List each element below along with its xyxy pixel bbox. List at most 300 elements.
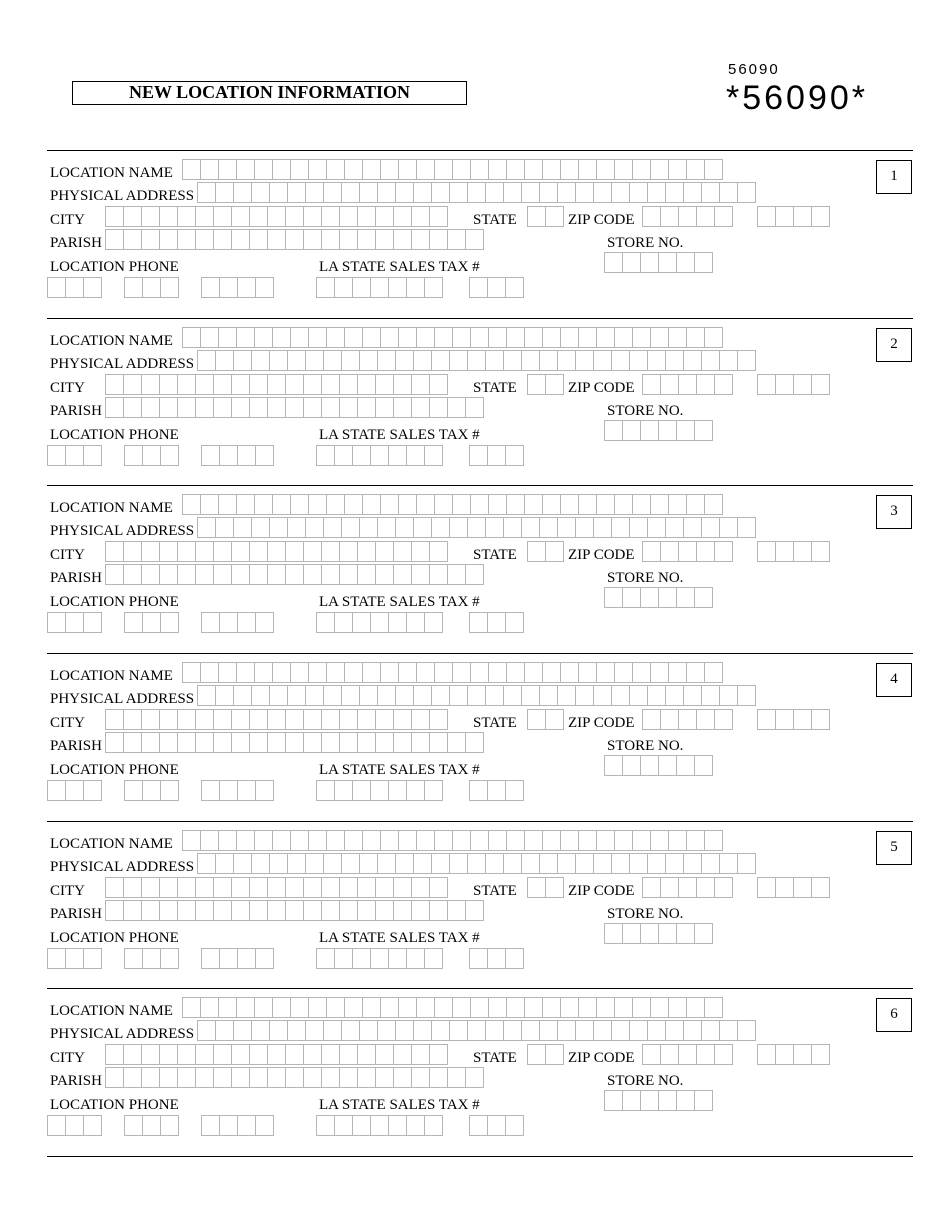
char-box[interactable] [596, 159, 615, 180]
char-box[interactable] [411, 397, 430, 418]
char-box[interactable] [539, 853, 558, 874]
char-box[interactable] [105, 564, 124, 585]
char-box[interactable] [429, 900, 448, 921]
char-box[interactable] [352, 780, 371, 801]
char-box[interactable] [737, 350, 756, 371]
char-box[interactable] [218, 662, 237, 683]
char-box[interactable] [255, 445, 274, 466]
char-box[interactable] [287, 685, 306, 706]
char-box[interactable] [195, 397, 214, 418]
char-box[interactable] [341, 350, 360, 371]
char-box[interactable] [757, 877, 776, 898]
char-box[interactable] [611, 350, 630, 371]
char-box[interactable] [811, 206, 830, 227]
char-box[interactable] [614, 997, 633, 1018]
char-box[interactable] [200, 159, 219, 180]
char-box[interactable] [452, 997, 471, 1018]
char-box[interactable] [503, 853, 522, 874]
char-box[interactable] [678, 206, 697, 227]
char-box[interactable] [614, 662, 633, 683]
char-box[interactable] [696, 541, 715, 562]
char-box[interactable] [323, 1020, 342, 1041]
char-box[interactable] [272, 159, 291, 180]
char-box[interactable] [424, 445, 443, 466]
char-box[interactable] [47, 277, 66, 298]
char-box[interactable] [124, 277, 143, 298]
char-box[interactable] [686, 662, 705, 683]
char-box[interactable] [503, 517, 522, 538]
char-box[interactable] [160, 277, 179, 298]
char-box[interactable] [160, 948, 179, 969]
char-box[interactable] [632, 159, 651, 180]
char-box[interactable] [469, 277, 488, 298]
char-box[interactable] [123, 374, 142, 395]
char-box[interactable] [375, 709, 394, 730]
char-box[interactable] [215, 517, 234, 538]
char-box[interactable] [793, 206, 812, 227]
char-box[interactable] [251, 517, 270, 538]
char-box[interactable] [424, 277, 443, 298]
char-box[interactable] [255, 948, 274, 969]
char-box[interactable] [452, 494, 471, 515]
char-box[interactable] [267, 1067, 286, 1088]
char-box[interactable] [326, 327, 345, 348]
char-box[interactable] [323, 685, 342, 706]
char-box[interactable] [629, 1020, 648, 1041]
char-box[interactable] [811, 709, 830, 730]
char-box[interactable] [323, 853, 342, 874]
char-box[interactable] [159, 229, 178, 250]
char-box[interactable] [449, 182, 468, 203]
char-box[interactable] [237, 445, 256, 466]
char-box[interactable] [65, 445, 84, 466]
char-box[interactable] [596, 997, 615, 1018]
char-box[interactable] [377, 182, 396, 203]
char-box[interactable] [249, 900, 268, 921]
char-box[interactable] [737, 182, 756, 203]
char-box[interactable] [197, 685, 216, 706]
char-box[interactable] [272, 327, 291, 348]
char-box[interactable] [249, 374, 268, 395]
char-box[interactable] [658, 755, 677, 776]
char-box[interactable] [658, 1090, 677, 1111]
char-box[interactable] [160, 445, 179, 466]
char-box[interactable] [47, 445, 66, 466]
char-box[interactable] [357, 877, 376, 898]
char-box[interactable] [359, 182, 378, 203]
char-box[interactable] [701, 182, 720, 203]
char-box[interactable] [233, 350, 252, 371]
char-box[interactable] [434, 159, 453, 180]
char-box[interactable] [141, 374, 160, 395]
char-box[interactable] [290, 494, 309, 515]
char-box[interactable] [424, 1115, 443, 1136]
char-box[interactable] [413, 853, 432, 874]
char-box[interactable] [793, 877, 812, 898]
char-box[interactable] [141, 877, 160, 898]
char-box[interactable] [660, 877, 679, 898]
char-box[interactable] [406, 1115, 425, 1136]
char-box[interactable] [308, 159, 327, 180]
char-box[interactable] [236, 830, 255, 851]
char-box[interactable] [593, 182, 612, 203]
char-box[interactable] [195, 732, 214, 753]
char-box[interactable] [218, 494, 237, 515]
char-box[interactable] [290, 662, 309, 683]
char-box[interactable] [704, 662, 723, 683]
char-box[interactable] [660, 374, 679, 395]
char-box[interactable] [485, 685, 504, 706]
char-box[interactable] [316, 277, 335, 298]
char-box[interactable] [424, 780, 443, 801]
char-box[interactable] [757, 374, 776, 395]
char-box[interactable] [177, 709, 196, 730]
char-box[interactable] [357, 900, 376, 921]
char-box[interactable] [251, 350, 270, 371]
char-box[interactable] [527, 374, 546, 395]
char-box[interactable] [321, 229, 340, 250]
char-box[interactable] [527, 877, 546, 898]
char-box[interactable] [424, 948, 443, 969]
char-box[interactable] [485, 350, 504, 371]
char-box[interactable] [352, 948, 371, 969]
char-box[interactable] [377, 517, 396, 538]
char-box[interactable] [527, 1044, 546, 1065]
char-box[interactable] [83, 445, 102, 466]
char-box[interactable] [668, 327, 687, 348]
char-box[interactable] [339, 374, 358, 395]
char-box[interactable] [642, 206, 661, 227]
char-box[interactable] [105, 206, 124, 227]
char-box[interactable] [658, 587, 677, 608]
char-box[interactable] [285, 709, 304, 730]
char-box[interactable] [611, 517, 630, 538]
char-box[interactable] [393, 564, 412, 585]
char-box[interactable] [632, 327, 651, 348]
char-box[interactable] [434, 494, 453, 515]
char-box[interactable] [642, 541, 661, 562]
char-box[interactable] [542, 159, 561, 180]
char-box[interactable] [434, 327, 453, 348]
char-box[interactable] [123, 229, 142, 250]
char-box[interactable] [694, 252, 713, 273]
char-box[interactable] [393, 1044, 412, 1065]
char-box[interactable] [287, 182, 306, 203]
char-box[interactable] [375, 374, 394, 395]
char-box[interactable] [200, 997, 219, 1018]
char-box[interactable] [303, 564, 322, 585]
char-box[interactable] [236, 662, 255, 683]
char-box[interactable] [487, 277, 506, 298]
char-box[interactable] [524, 830, 543, 851]
char-box[interactable] [505, 1115, 524, 1136]
char-box[interactable] [201, 612, 220, 633]
char-box[interactable] [793, 1044, 812, 1065]
char-box[interactable] [65, 612, 84, 633]
char-box[interactable] [467, 853, 486, 874]
char-box[interactable] [357, 541, 376, 562]
char-box[interactable] [539, 685, 558, 706]
char-box[interactable] [267, 374, 286, 395]
char-box[interactable] [357, 1044, 376, 1065]
char-box[interactable] [719, 853, 738, 874]
char-box[interactable] [141, 1067, 160, 1088]
char-box[interactable] [231, 229, 250, 250]
char-box[interactable] [339, 397, 358, 418]
char-box[interactable] [488, 327, 507, 348]
char-box[interactable] [683, 517, 702, 538]
char-box[interactable] [467, 350, 486, 371]
char-box[interactable] [431, 350, 450, 371]
char-box[interactable] [604, 420, 623, 441]
char-box[interactable] [213, 397, 232, 418]
char-box[interactable] [233, 182, 252, 203]
char-box[interactable] [593, 1020, 612, 1041]
char-box[interactable] [177, 1044, 196, 1065]
char-box[interactable] [285, 374, 304, 395]
char-box[interactable] [142, 445, 161, 466]
char-box[interactable] [393, 374, 412, 395]
char-box[interactable] [123, 564, 142, 585]
char-box[interactable] [395, 1020, 414, 1041]
char-box[interactable] [647, 517, 666, 538]
char-box[interactable] [557, 350, 576, 371]
char-box[interactable] [344, 662, 363, 683]
char-box[interactable] [545, 206, 564, 227]
char-box[interactable] [201, 277, 220, 298]
char-box[interactable] [811, 877, 830, 898]
char-box[interactable] [177, 397, 196, 418]
char-box[interactable] [323, 350, 342, 371]
char-box[interactable] [285, 397, 304, 418]
char-box[interactable] [431, 517, 450, 538]
char-box[interactable] [714, 374, 733, 395]
char-box[interactable] [449, 685, 468, 706]
char-box[interactable] [411, 877, 430, 898]
char-box[interactable] [737, 1020, 756, 1041]
char-box[interactable] [219, 445, 238, 466]
char-box[interactable] [377, 685, 396, 706]
char-box[interactable] [683, 182, 702, 203]
char-box[interactable] [560, 494, 579, 515]
char-box[interactable] [665, 1020, 684, 1041]
char-box[interactable] [505, 445, 524, 466]
char-box[interactable] [393, 709, 412, 730]
char-box[interactable] [359, 1020, 378, 1041]
char-box[interactable] [321, 1067, 340, 1088]
char-box[interactable] [177, 229, 196, 250]
char-box[interactable] [575, 685, 594, 706]
char-box[interactable] [362, 327, 381, 348]
char-box[interactable] [213, 1067, 232, 1088]
char-box[interactable] [696, 709, 715, 730]
char-box[interactable] [182, 494, 201, 515]
char-box[interactable] [233, 1020, 252, 1041]
char-box[interactable] [775, 374, 794, 395]
char-box[interactable] [395, 350, 414, 371]
char-box[interactable] [578, 494, 597, 515]
char-box[interactable] [195, 229, 214, 250]
char-box[interactable] [683, 1020, 702, 1041]
char-box[interactable] [159, 564, 178, 585]
char-box[interactable] [236, 159, 255, 180]
char-box[interactable] [326, 997, 345, 1018]
char-box[interactable] [269, 685, 288, 706]
char-box[interactable] [539, 350, 558, 371]
char-box[interactable] [326, 159, 345, 180]
char-box[interactable] [303, 1067, 322, 1088]
char-box[interactable] [521, 685, 540, 706]
char-box[interactable] [398, 327, 417, 348]
char-box[interactable] [542, 997, 561, 1018]
char-box[interactable] [447, 229, 466, 250]
char-box[interactable] [686, 997, 705, 1018]
char-box[interactable] [141, 709, 160, 730]
char-box[interactable] [339, 206, 358, 227]
char-box[interactable] [195, 206, 214, 227]
char-box[interactable] [357, 1067, 376, 1088]
char-box[interactable] [521, 853, 540, 874]
char-box[interactable] [467, 685, 486, 706]
char-box[interactable] [629, 182, 648, 203]
char-box[interactable] [160, 612, 179, 633]
char-box[interactable] [593, 517, 612, 538]
char-box[interactable] [375, 1067, 394, 1088]
char-box[interactable] [393, 732, 412, 753]
char-box[interactable] [357, 374, 376, 395]
char-box[interactable] [811, 1044, 830, 1065]
char-box[interactable] [557, 853, 576, 874]
char-box[interactable] [596, 662, 615, 683]
char-box[interactable] [357, 397, 376, 418]
char-box[interactable] [323, 517, 342, 538]
char-box[interactable] [719, 182, 738, 203]
char-box[interactable] [434, 997, 453, 1018]
char-box[interactable] [251, 685, 270, 706]
char-box[interactable] [488, 159, 507, 180]
char-box[interactable] [141, 1044, 160, 1065]
char-box[interactable] [545, 709, 564, 730]
char-box[interactable] [469, 445, 488, 466]
char-box[interactable] [560, 997, 579, 1018]
char-box[interactable] [105, 709, 124, 730]
char-box[interactable] [303, 1044, 322, 1065]
char-box[interactable] [488, 830, 507, 851]
char-box[interactable] [650, 159, 669, 180]
char-box[interactable] [395, 182, 414, 203]
char-box[interactable] [524, 327, 543, 348]
char-box[interactable] [197, 517, 216, 538]
char-box[interactable] [524, 494, 543, 515]
char-box[interactable] [362, 494, 381, 515]
char-box[interactable] [142, 277, 161, 298]
char-box[interactable] [105, 374, 124, 395]
char-box[interactable] [362, 159, 381, 180]
char-box[interactable] [249, 877, 268, 898]
char-box[interactable] [406, 780, 425, 801]
char-box[interactable] [449, 350, 468, 371]
char-box[interactable] [285, 564, 304, 585]
char-box[interactable] [341, 517, 360, 538]
char-box[interactable] [696, 374, 715, 395]
char-box[interactable] [642, 374, 661, 395]
char-box[interactable] [290, 327, 309, 348]
char-box[interactable] [524, 662, 543, 683]
char-box[interactable] [470, 159, 489, 180]
char-box[interactable] [285, 1044, 304, 1065]
char-box[interactable] [701, 1020, 720, 1041]
char-box[interactable] [267, 564, 286, 585]
char-box[interactable] [159, 900, 178, 921]
char-box[interactable] [575, 1020, 594, 1041]
char-box[interactable] [676, 755, 695, 776]
char-box[interactable] [614, 327, 633, 348]
char-box[interactable] [488, 662, 507, 683]
char-box[interactable] [124, 948, 143, 969]
char-box[interactable] [303, 541, 322, 562]
char-box[interactable] [219, 612, 238, 633]
char-box[interactable] [395, 853, 414, 874]
char-box[interactable] [231, 877, 250, 898]
char-box[interactable] [719, 685, 738, 706]
char-box[interactable] [676, 420, 695, 441]
char-box[interactable] [447, 397, 466, 418]
char-box[interactable] [160, 780, 179, 801]
char-box[interactable] [141, 206, 160, 227]
char-box[interactable] [377, 1020, 396, 1041]
char-box[interactable] [411, 229, 430, 250]
char-box[interactable] [505, 612, 524, 633]
char-box[interactable] [545, 877, 564, 898]
char-box[interactable] [658, 420, 677, 441]
char-box[interactable] [542, 662, 561, 683]
char-box[interactable] [640, 252, 659, 273]
char-box[interactable] [465, 397, 484, 418]
char-box[interactable] [65, 948, 84, 969]
char-box[interactable] [231, 564, 250, 585]
char-box[interactable] [254, 327, 273, 348]
char-box[interactable] [521, 1020, 540, 1041]
char-box[interactable] [83, 948, 102, 969]
char-box[interactable] [560, 159, 579, 180]
char-box[interactable] [629, 853, 648, 874]
char-box[interactable] [141, 732, 160, 753]
char-box[interactable] [255, 780, 274, 801]
char-box[interactable] [197, 853, 216, 874]
char-box[interactable] [357, 709, 376, 730]
char-box[interactable] [487, 1115, 506, 1136]
char-box[interactable] [632, 830, 651, 851]
char-box[interactable] [521, 350, 540, 371]
char-box[interactable] [326, 494, 345, 515]
char-box[interactable] [285, 877, 304, 898]
char-box[interactable] [719, 1020, 738, 1041]
char-box[interactable] [213, 229, 232, 250]
char-box[interactable] [380, 830, 399, 851]
char-box[interactable] [676, 587, 695, 608]
char-box[interactable] [449, 1020, 468, 1041]
char-box[interactable] [254, 830, 273, 851]
char-box[interactable] [380, 662, 399, 683]
char-box[interactable] [308, 494, 327, 515]
char-box[interactable] [344, 159, 363, 180]
char-box[interactable] [359, 350, 378, 371]
char-box[interactable] [668, 830, 687, 851]
char-box[interactable] [362, 997, 381, 1018]
char-box[interactable] [465, 732, 484, 753]
char-box[interactable] [632, 997, 651, 1018]
char-box[interactable] [411, 541, 430, 562]
